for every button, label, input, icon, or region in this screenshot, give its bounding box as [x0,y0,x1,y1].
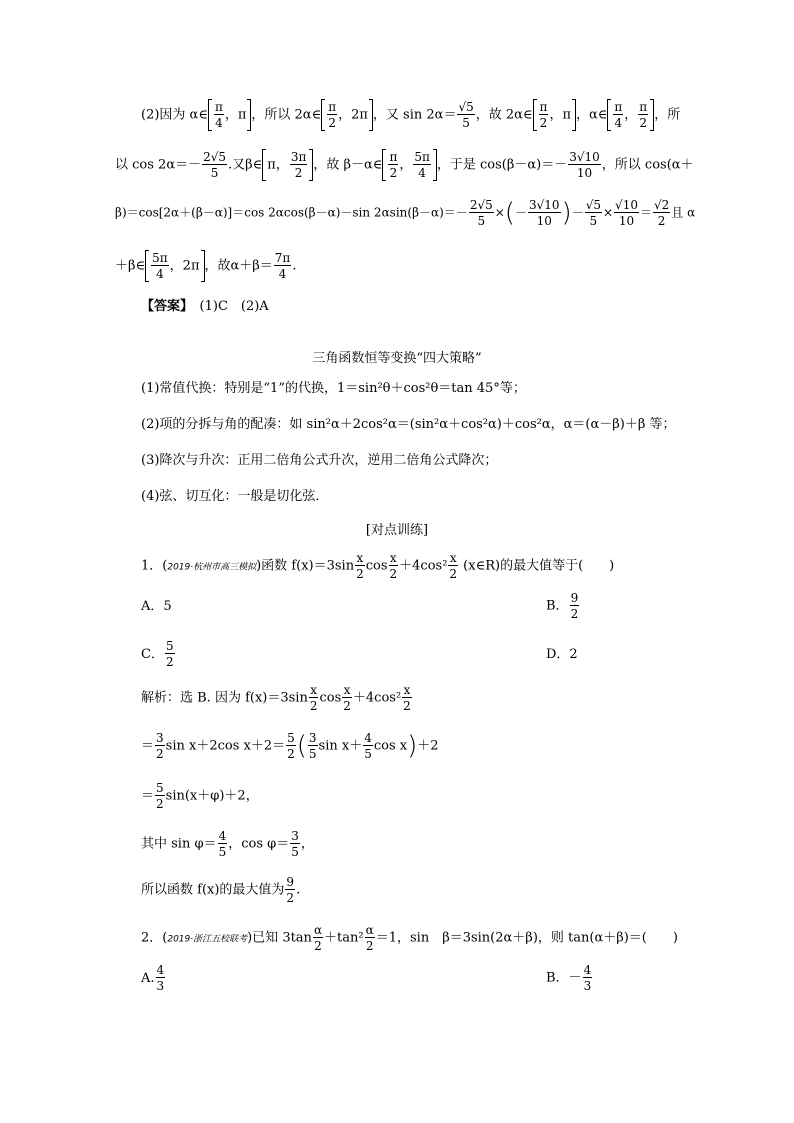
den: 10 [576,166,593,180]
text: ，于是 cos(β－α)＝－ [436,157,568,173]
den: 2 [343,699,351,713]
num: √10 [615,198,638,212]
den: 2 [286,891,295,905]
text: ，所 [654,107,681,123]
num: 5 [156,781,164,795]
den: 2 [314,939,322,953]
answer-line [141,300,269,313]
fraction [363,732,373,760]
question-2 [141,924,678,952]
num: π [614,100,623,114]
den: 2 [294,166,303,180]
num: 4 [218,829,227,843]
text: ＋4cos² [399,558,448,574]
text: ＝ [141,738,155,754]
den: 4 [215,116,223,130]
answer-label: 【答案】 [141,299,187,314]
strategy-item: (2)项的分拆与角的配凑：如 sin²α＋2cos²α＝(sin²α＋cos²α)＋cos²α，α＝(α－β)＋β 等； [141,417,676,432]
option-b[interactable] [546,964,593,992]
den: 2 [389,166,398,180]
text: ＋β∈ [115,258,146,274]
text: )已知 3tan [247,930,312,946]
fraction [653,199,670,227]
fraction [583,964,593,992]
text: ，2π [169,258,200,274]
q1-options-row-2 [141,640,741,668]
num: π [389,150,398,164]
fraction [457,101,474,129]
den: 2 [356,567,364,581]
den: 2 [287,747,295,761]
num: 4 [156,963,165,977]
text: ，2π [338,107,368,123]
text: ， [300,836,314,852]
num: π [214,100,223,114]
solution-line-2: 以 cos 2α＝－ $\frac{2√5}{5}$ .又β∈ π， $\frac{3\pi}{2}$ ，故 β－α∈ $\frac{\pi}{2}$ ， $\frac{5\pi}{4}$ ，于是 cos(β－α)＝－ $\frac{3√10}{10}$ ，所以 cos(α＋ [115,150,694,180]
den: 10 [536,214,552,228]
text: ，故 β－α∈ [313,157,383,173]
fraction [285,876,295,904]
fraction [413,151,431,179]
source-tag: 2019·浙江五校联考 [167,934,248,945]
bracket [208,99,212,131]
den: 5 [218,845,227,859]
num: 2√5 [203,150,227,164]
den: 2 [539,116,548,130]
fraction [313,924,323,952]
num: 9 [286,875,295,889]
den: 2 [570,607,579,621]
den: 2 [449,567,458,581]
num: x [343,683,351,697]
den: 4 [156,267,164,281]
num: 3π [290,150,307,164]
num: 4 [364,731,372,745]
num: 3 [308,731,317,745]
fraction [151,252,169,280]
text: ，π [224,107,247,123]
fraction [286,732,296,760]
paren: ( [504,198,515,228]
num: √5 [458,100,474,114]
sol1-line-2 [141,732,439,760]
num: π [539,100,548,114]
text: ＋tan² [324,930,364,946]
num: α [365,923,374,937]
num: 5 [165,639,174,653]
bracket [145,250,149,282]
num: 3√10 [528,198,560,212]
den: 3 [583,979,592,993]
den: 5 [210,166,219,180]
text: － [571,205,584,220]
den: 2 [657,214,666,228]
bracket [533,99,537,131]
num: 4 [583,963,592,977]
den: 5 [364,747,372,761]
text: sin x＋2cos x＋2＝ [165,738,286,754]
fraction [613,101,623,129]
bracket [382,149,386,181]
fraction [448,552,458,580]
den: 2 [365,939,374,953]
text: B．－ [546,970,582,986]
num: 9 [570,591,579,605]
num: α [313,923,323,937]
option-b[interactable] [546,592,580,620]
text: 其中 sin φ＝ [141,836,217,852]
fraction [156,964,166,992]
text: C． [141,646,164,662]
text: ，α∈ [575,107,608,123]
den: 4 [418,166,426,180]
fraction [274,252,292,280]
num: √2 [653,198,670,212]
practice-heading: [对点训练] [365,523,429,538]
text: )函数 f(x)＝3sin [256,558,355,574]
text: (x∈R)的最大值等于( ) [459,558,615,574]
den: 2 [328,116,336,130]
text: × [494,205,505,220]
num: √5 [585,198,601,212]
den: 4 [278,267,287,281]
text: ＝ [141,788,155,804]
text: β)＝cos[2α＋(β－α)]＝cos 2αcos(β－α)－sin 2αsin(β－α)＝－ [115,205,468,220]
text: ＝ [639,205,652,220]
fraction [155,782,165,810]
num: 5π [152,251,168,265]
num: 2√5 [469,198,493,212]
solution-line-1: (2)因为 α∈ $\frac{\pi}{4}$ ，π ，所以 2α∈ $\frac{\pi}{2}$ ，2π ，又 sin 2α＝ $\frac{√5}{5}$ ，故 2α∈ $\frac{\pi}{2}$ ，π ，α∈ $\frac{\pi}{4}$ ， $\frac{\pi}{2}$ ，所 [141,100,681,130]
den: 5 [589,214,598,228]
sol1-line-5 [141,876,300,904]
text: ，又 sin 2α＝ [372,107,457,123]
fraction [309,684,319,712]
text: 且 α [671,205,696,220]
den: 2 [156,797,164,811]
question-1 [141,552,614,580]
paren: ( [296,731,307,761]
strategy-item: (3)降次与升次：正用二倍角公式升次，逆用二倍角公式降次； [141,453,498,468]
text: ＋4cos² [352,690,402,706]
text: 1．( [141,558,168,574]
text: sin x＋ [318,738,363,754]
den: 3 [156,979,165,993]
fraction [388,151,398,179]
text: cos [365,558,388,574]
text: ，故α＋β＝ [204,258,273,274]
fraction [539,101,549,129]
fraction [214,101,224,129]
fraction [402,684,412,712]
fraction [469,199,494,227]
fraction [355,552,365,580]
num: x [356,551,364,565]
option-a[interactable] [141,963,166,993]
fraction [585,199,602,227]
text: ，故 2α∈ [475,107,533,123]
text: ，所以 2α∈ [251,107,322,123]
text: (2)因为 α∈ [141,107,208,123]
num: 3√10 [569,150,600,164]
option-c[interactable] [141,639,176,669]
den: 5 [308,747,317,761]
answer-text: (1)C (2)A [199,299,269,314]
num: 7π [274,251,291,265]
paren: ) [561,198,572,228]
den: 2 [389,567,398,581]
strategy-item: (4)弦、切互化：一般是切化弦． [141,489,329,504]
den: 10 [618,214,635,228]
num: 3 [156,731,164,745]
sol1-line-4 [141,830,314,858]
text: sin(x＋φ)＋2， [165,788,259,804]
fraction [568,151,601,179]
num: 5 [287,731,295,745]
fraction [614,199,639,227]
num: x [310,683,318,697]
q1-options-row-1 [141,591,741,621]
bracket [321,99,325,131]
fraction [389,552,399,580]
option-d[interactable]: D．2 [546,647,578,662]
den: 2 [639,116,648,130]
text: cos x [373,738,408,754]
text: cos [319,690,342,706]
text: ，cos φ＝ [228,836,290,852]
den: 5 [291,845,299,859]
fraction [342,684,352,712]
text: ＝1，sin β＝3sin(2α＋β)，则 tan(α＋β)＝( ) [375,930,678,946]
num: π [639,100,648,114]
fraction [202,151,227,179]
fraction [155,732,165,760]
fraction [327,101,337,129]
num: 5π [414,150,430,164]
fraction [290,151,308,179]
fraction [308,732,318,760]
text: 以 cos 2α＝－ [115,157,202,173]
den: 2 [309,699,318,713]
text: 所以函数 f(x)的最大值为 [141,882,285,898]
sol1-line-1 [141,684,413,712]
text: B． [546,598,569,614]
bracket [262,149,266,181]
text: ＋2 [417,738,439,754]
source-tag: 2019·杭州市高三模拟 [167,562,257,573]
text: . [292,258,297,274]
solution-line-4 [115,250,296,282]
text: ，π [549,107,571,123]
num: 3 [291,829,299,843]
num: x [389,551,397,565]
fraction [638,101,648,129]
fraction [365,924,375,952]
q2-options-row-1 [141,964,741,992]
fraction [218,830,228,858]
den: 5 [477,214,486,228]
text: .又β∈ [228,157,263,173]
bracket [607,99,611,131]
den: 5 [462,116,470,130]
text: 解析：选 B. 因为 f(x)＝3sin [141,690,308,706]
option-a[interactable]: A．5 [141,599,172,614]
solution-line-3: β)＝cos[2α＋(β－α)]＝cos 2αcos(β－α)－sin 2αsin(β－α)＝－ $\frac{2√5}{5}$ ×(－ $\frac{3√10}{10}$ )－ $\frac{√5}{5}$ × $\frac{√10}{10}$ ＝ $\frac{√2}{2}$ 且 α [115,198,696,228]
text: A. [141,970,155,986]
text: ，所以 cos(α＋ [601,157,694,173]
den: 2 [165,655,174,669]
strategy-item: (1)常值代换：特别是“1”的代换，1＝sin²θ＋cos²θ＝tan 45°等； [141,381,526,396]
text: 2．( [141,930,168,946]
num: x [403,683,411,697]
num: π [328,100,337,114]
fraction [570,592,580,620]
den: 2 [403,699,411,713]
fraction [165,640,175,668]
sol1-line-3 [141,782,259,810]
paren: ) [407,731,418,761]
den: 4 [614,116,623,130]
fraction [528,199,561,227]
fraction [290,830,300,858]
text: . [296,882,301,898]
text: π， [267,157,289,173]
strategies-title: 三角函数恒等变换“四大策略” [312,351,482,366]
den: 2 [156,747,164,761]
num: x [449,551,457,565]
